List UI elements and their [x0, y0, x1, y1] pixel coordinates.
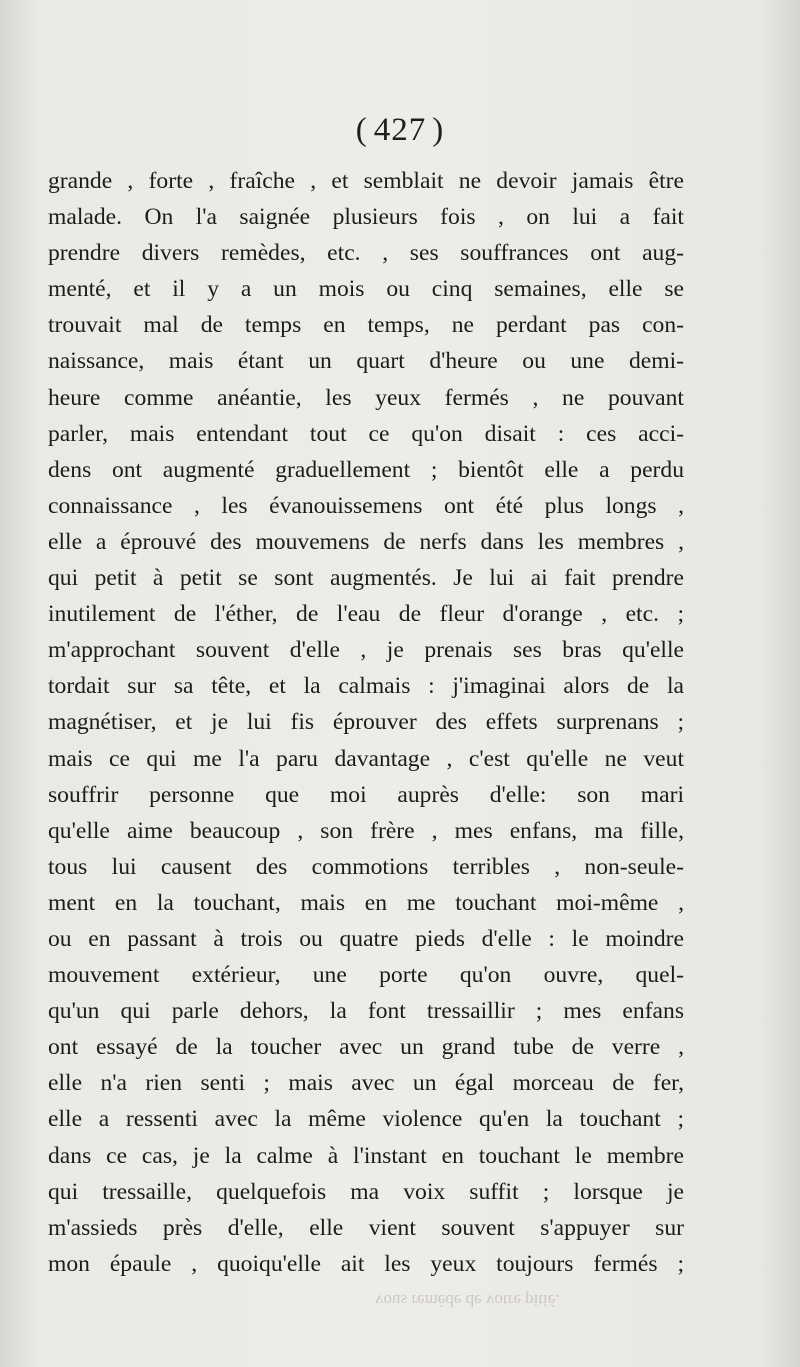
text-line: magnétiser, et je lui fis éprouver des effets surprenans ; — [48, 709, 684, 736]
text-line: dens ont augmenté graduellement ; bientôt elle a perdu — [48, 456, 684, 483]
text-line: mouvement extérieur, une porte qu'on ouvre, quel- — [48, 962, 684, 989]
text-line: ou en passant à trois ou quatre pieds d'elle : le moindre — [48, 925, 684, 952]
text-line: qui petit à petit se sont augmentés. Je lui ai fait prendre — [48, 565, 684, 592]
page-number-value: 427 — [373, 112, 427, 148]
text-line: tordait sur sa tête, et la calmais : j'imaginai alors de la — [48, 673, 684, 700]
text-line: prendre divers remèdes, etc. , ses souffrances ont aug- — [48, 240, 684, 267]
text-line: connaissance , les évanouissemens ont été plus longs , — [48, 492, 684, 519]
text-line: mais ce qui me l'a paru davantage , c'est qu'elle ne veut — [48, 745, 684, 772]
text-line: souffrir personne que moi auprès d'elle: son mari — [48, 781, 684, 808]
text-line: dans ce cas, je la calme à l'instant en touchant le membre — [48, 1142, 684, 1169]
text-line: ont essayé de la toucher avec un grand tube de verre , — [48, 1034, 684, 1061]
text-line: elle a ressenti avec la même violence qu'en la touchant ; — [48, 1106, 684, 1133]
text-line: qui tressaille, quelquefois ma voix suffit ; lorsque je — [48, 1178, 684, 1205]
body-text — [48, 163, 684, 1282]
text-line: trouvait mal de temps en temps, ne perdant pas con- — [48, 312, 684, 339]
text-line: heure comme anéantie, les yeux fermés , ne pouvant — [48, 384, 684, 411]
text-line: tous lui causent des commotions terribles , non-seule- — [48, 853, 684, 880]
text-line: naissance, mais étant un quart d'heure ou une demi- — [48, 348, 684, 375]
text-line: malade. On l'a saignée plusieurs fois , on lui a fait — [48, 204, 684, 231]
text-line: qu'elle aime beaucoup , son frère , mes enfans, ma fille, — [48, 817, 684, 844]
text-line: m'assieds près d'elle, elle vient souvent s'appuyer sur — [48, 1214, 684, 1241]
page-number-close-paren: ) — [432, 112, 445, 148]
text-line: elle n'a rien senti ; mais avec un égal morceau de fer, — [48, 1070, 684, 1097]
text-line: mon épaule , quoiqu'elle ait les yeux toujours fermés ; — [48, 1250, 684, 1277]
page-number-open-paren: ( — [355, 112, 368, 148]
bleed-through-text: vous remède de votre pitié. — [375, 1291, 560, 1310]
text-line: elle a éprouvé des mouvemens de nerfs dans les membres , — [48, 528, 684, 555]
page-number — [0, 112, 800, 149]
text-line: menté, et il y a un mois ou cinq semaines, elle se — [48, 276, 684, 303]
text-line: qu'un qui parle dehors, la font tressaillir ; mes enfans — [48, 998, 684, 1025]
text-line: inutilement de l'éther, de l'eau de fleur d'orange , etc. ; — [48, 601, 684, 628]
text-line: m'approchant souvent d'elle , je prenais ses bras qu'elle — [48, 637, 684, 664]
text-line: grande , forte , fraîche , et semblait ne devoir jamais être — [48, 168, 684, 194]
text-line: ment en la touchant, mais en me touchant moi-même , — [48, 889, 684, 916]
text-line: parler, mais entendant tout ce qu'on disait : ces acci- — [48, 420, 684, 447]
